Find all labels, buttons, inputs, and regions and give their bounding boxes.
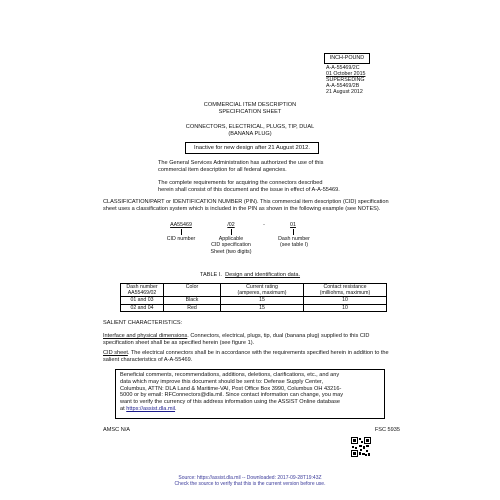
doc-number: A-A-55469/2C [326, 65, 360, 71]
pin-label-sheet-line-1: Applicable [218, 236, 244, 242]
cell-color: Black [164, 297, 221, 304]
inch-pound-label: INCH-POUND [329, 55, 365, 61]
superseding-label: SUPERSEDING [326, 77, 365, 84]
title-line-2: SPECIFICATION SHEET [218, 108, 282, 115]
pin-label-sheet [206, 236, 256, 255]
doc-date: 01 October 2015 [326, 71, 366, 78]
document-info [326, 65, 396, 95]
source-line-1: Source: https://assist.dla.mil -- Downloaded: 2017-09-28T19:43Z [178, 475, 322, 481]
header-current-rating [221, 284, 304, 297]
superseded-date: 21 August 2012 [326, 89, 363, 96]
interface-line-2: specification sheet shall be as specified herein (see figure 1). [103, 339, 255, 346]
comments-link-prefix: at [120, 405, 127, 412]
comments-line-2: data which may improve this document should be sent to: Defense Supply Center, [120, 378, 324, 385]
classification-line-2: sheet uses a classification system which is included in the PIN as shown in the following example (see NOTES). [103, 205, 381, 212]
cid-sheet-paragraph [103, 350, 413, 364]
pin-separator: - [263, 222, 265, 228]
cid-sheet-line-2: salient characteristics of A-A-55469. [103, 356, 193, 363]
cell-current: 15 [221, 297, 304, 304]
comments-line-4: 5000 or by email: RFConnectors@dla.mil. Since contact information can change, you may [120, 392, 344, 399]
interface-paragraph [103, 333, 408, 347]
intro-paragraph-2 [158, 180, 398, 194]
pin-example [160, 218, 320, 268]
pin-part-cid: AA55469 [170, 222, 192, 228]
table-header-row [121, 284, 387, 297]
comments-line-6 [120, 406, 380, 413]
document-title [150, 102, 350, 116]
header-contact-resistance-line-1: Contact resistance [323, 284, 367, 290]
header-contact-resistance-line-2: (milliohms, maximum) [319, 290, 371, 297]
pin-label-cid: CID number [166, 236, 196, 242]
pin-leader-1 [181, 229, 182, 235]
pin-leader-3 [293, 229, 294, 235]
design-table [120, 283, 387, 312]
inactive-notice [185, 142, 319, 154]
source-line-2: Check the source to verify that this is the current version before use. [174, 481, 326, 487]
comments-line-3: Columbus, ATTN: DLA Land & Maritime-VAI, Post Office Box 3990, Columbus OH 43216- [120, 385, 342, 392]
table-row [121, 304, 387, 311]
cell-resistance: 10 [304, 297, 387, 304]
pin-part-dash: 01 [290, 222, 296, 228]
cid-sheet-label: CID sheet [103, 350, 128, 356]
cell-dash: 01 and 03 [121, 297, 164, 304]
assist-link[interactable]: https://assist.dla.mil [126, 405, 176, 412]
comments-link-suffix: . [175, 405, 177, 412]
cell-current: 15 [221, 304, 304, 311]
comments-line-5: want to verify the currency of this address information using the ASSIST Online database [120, 399, 341, 406]
intro-paragraph-1 [158, 160, 388, 174]
inactive-notice-text: Inactive for new design after 21 August 2012. [193, 145, 310, 151]
pin-label-sheet-line-3: Sheet (two digits) [210, 248, 252, 255]
fsc-label: FSC 5935 [374, 427, 400, 433]
title-line-4: (BANANA PLUG) [228, 130, 272, 137]
cell-dash: 02 and 04 [121, 304, 164, 311]
salient-heading: SALIENT CHARACTERISTICS: [103, 320, 183, 326]
intro-p1-line-2: commercial item description for all federal agencies. [158, 166, 287, 173]
header-current-rating-line-1: Current rating [246, 284, 278, 290]
header-color-line-1: Color [185, 284, 199, 290]
item-title [140, 124, 360, 138]
title-line-1: COMMERCIAL ITEM DESCRIPTION [203, 102, 297, 108]
header-dash-number-line-1: Dash number [126, 284, 158, 290]
intro-p2-line-1: The complete requirements for acquiring the connectors described [158, 180, 323, 186]
header-color-line-2 [166, 290, 218, 296]
inch-pound-box [324, 53, 370, 64]
comments-line-1: Beneficial comments, recommendations, additions, deletions, clarifications, etc., and any [120, 372, 340, 378]
table-row [121, 297, 387, 304]
header-dash-number [121, 284, 164, 297]
header-contact-resistance [304, 284, 387, 297]
table-caption [150, 272, 350, 279]
interface-label: Interface and physical dimensions [103, 333, 188, 339]
header-color [164, 284, 221, 297]
intro-p1-line-1: The General Services Administration has authorized the use of this [158, 160, 324, 166]
table-caption-prefix: TABLE I. [199, 272, 222, 278]
comments-box [115, 369, 385, 419]
amsc-label: AMSC N/A [103, 427, 131, 433]
pin-label-dash [272, 236, 316, 249]
cell-resistance: 10 [304, 304, 387, 311]
source-notice [100, 475, 400, 487]
pin-leader-2 [231, 229, 232, 235]
cid-sheet-text: . The electrical connectors shall be in accordance with the requirements specified herein in addition to the [127, 350, 389, 356]
pin-part-sheet: /02 [227, 222, 235, 228]
header-current-rating-line-2: (amperes, maximum) [237, 290, 287, 297]
header-dash-number-line-2: AA55469/02 [127, 290, 157, 297]
pin-label-sheet-line-2: CID specification [211, 242, 251, 249]
classification-line-1: CLASSIFICATION/PART or IDENTIFICATION NUMBER (PIN). This commercial item description (CID) specification [103, 199, 389, 205]
title-line-3: CONNECTORS, ELECTRICAL, PLUGS, TIP, DUAL [185, 124, 315, 130]
interface-text: . Connectors, electrical, plugs, tip, dual (banana plug) supplied to this CID [187, 333, 370, 339]
qr-code-icon [351, 437, 371, 457]
cid-sheet-line-1 [103, 350, 413, 357]
table-caption-title: Design and identification data. [225, 272, 301, 278]
superseded-doc: A-A-55469/2B [326, 83, 360, 90]
classification-paragraph [103, 199, 403, 213]
cell-color: Red [164, 304, 221, 311]
pin-label-dash-line-2: (see table I) [280, 242, 308, 249]
pin-label-dash-line-1: Dash number [278, 236, 310, 242]
interface-line-1 [103, 333, 408, 340]
intro-p2-line-2: herein shall consist of this document and the issue in effect of A-A-55469. [158, 186, 340, 193]
